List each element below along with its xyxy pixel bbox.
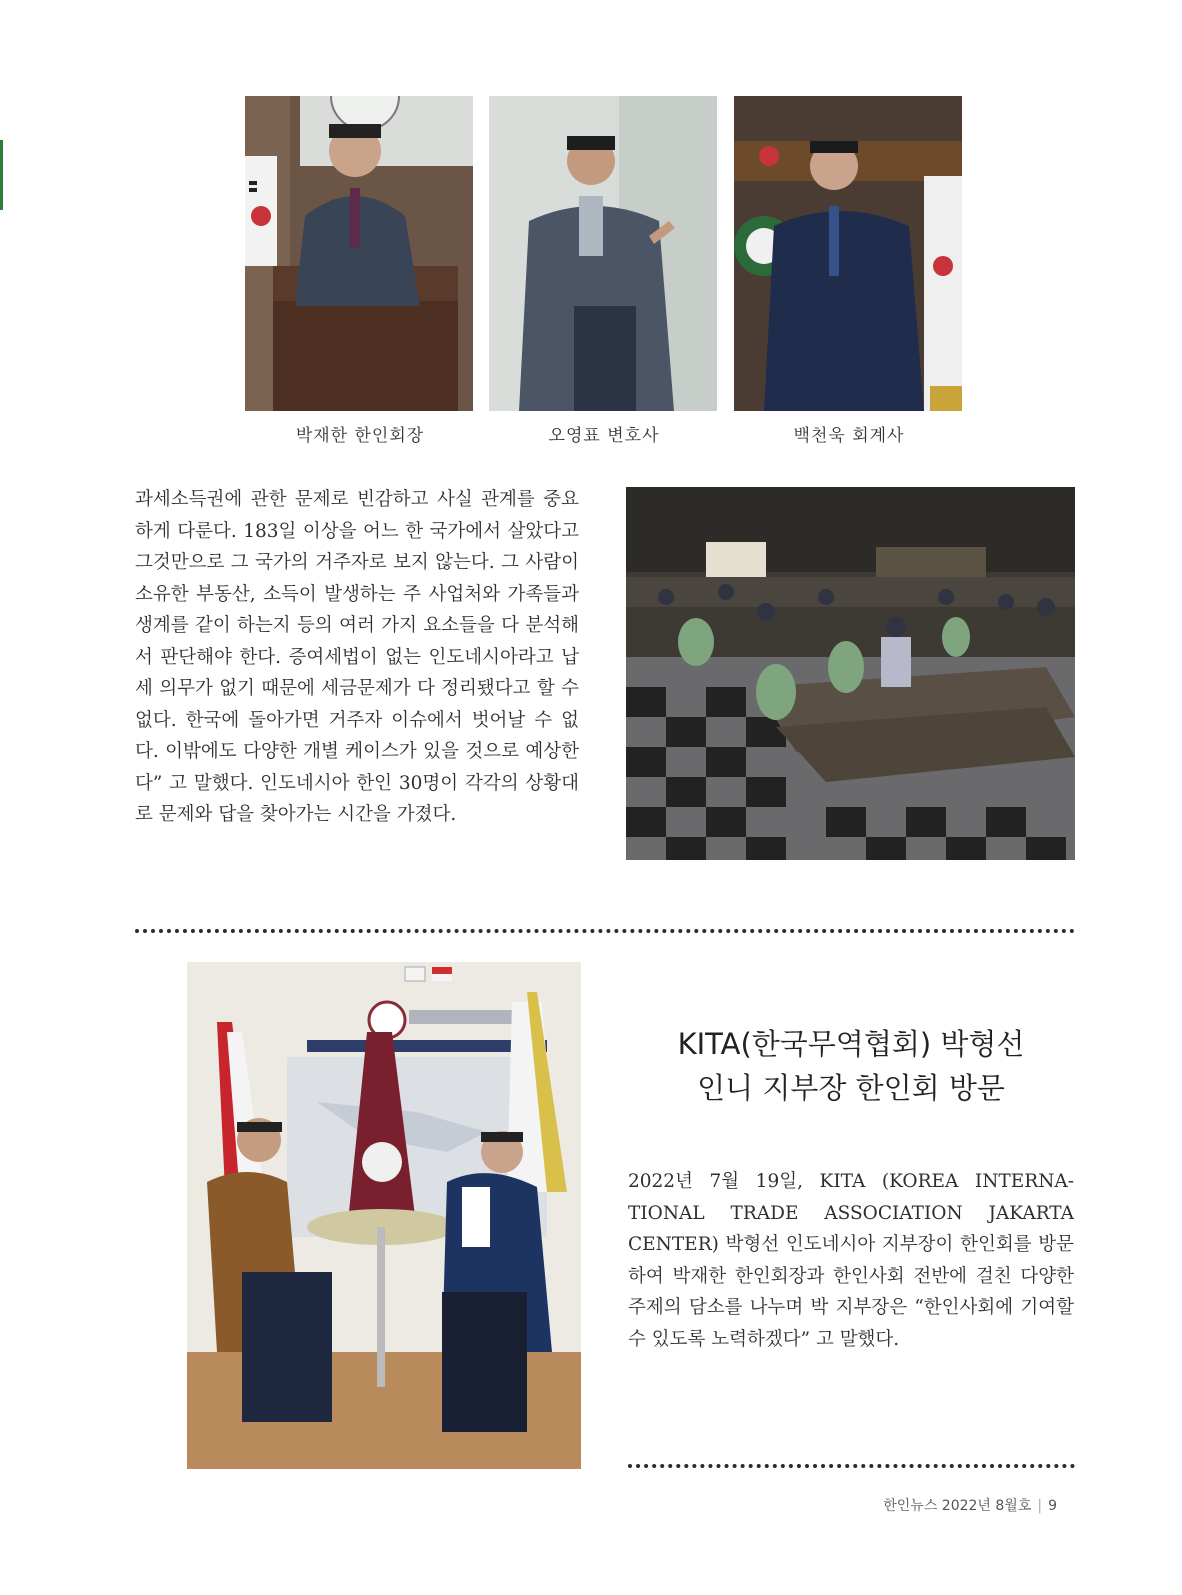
page-edge-mark [0, 140, 3, 210]
article-body-tax-seminar: 과세소득권에 관한 문제로 빈감하고 사실 관계를 중요하게 다룬다. 183일 이상을 어느 한 국가에서 살았다고 그것만으로 그 국가의 거주자로 보지 않는다. 그 사람이 소유한 부동산, 소득이 발생하는 주 사업처와 가족들과 생계를 같이 하는지 등의 여러 가지 요소들을 다 분석해서 판단해야 한다. 증여세법이 없는 인도네시아라고 납세 의무가 없기 때문에 세금문제가 다 정리됐다고 할 수 없다. 한국에 돌아가면 거주자 이슈에서 벗어날 수 없다. 이밖에도 다양한 개별 케이스가 있을 것으로 예상한다” 고 말했다. 인도네시아 한인 30명이 각각의 상황대로 문제와 답을 찾아가는 시간을 가졌다. [135, 489, 579, 825]
photo-president-speaking [245, 96, 473, 411]
section-divider [135, 929, 1075, 933]
photo-kita-visit [187, 962, 581, 1469]
article-headline-line2: 인니 지부장 한인회 방문 [697, 1071, 1005, 1105]
section-divider-bottom [628, 1464, 1075, 1468]
page-footer [883, 1495, 1057, 1515]
caption-lawyer: 오영표 변호사 [548, 426, 660, 446]
publication-name: 한인뉴스 2022년 8월호 [883, 1498, 1032, 1514]
photo-accountant-speaking [734, 96, 962, 411]
caption-president: 박재한 한인회장 [295, 426, 425, 446]
footer-separator: | [1037, 1498, 1043, 1514]
photo-lawyer-speaking [489, 96, 717, 411]
article-body-kita-visit: 2022년 7월 19일, KITA (KOREA INTERNA-TIONAL TRADE ASSOCIATION JAKARTA CENTER) 박형선 인도네시아 지부장이 한인회를 방문하여 박재한 한인회장과 한인사회 전반에 걸친 다양한 주제의 담소를 나누며 박 지부장은 “한인사회에 기여할 수 있도록 노력하겠다” 고 말했다. [628, 1171, 1074, 1350]
article-headline-line1: KITA(한국무역협회) 박형선 [677, 1027, 1025, 1061]
photo-seminar-audience [626, 487, 1075, 860]
caption-accountant: 백천욱 회계사 [793, 426, 905, 446]
page-number: 9 [1048, 1498, 1057, 1514]
